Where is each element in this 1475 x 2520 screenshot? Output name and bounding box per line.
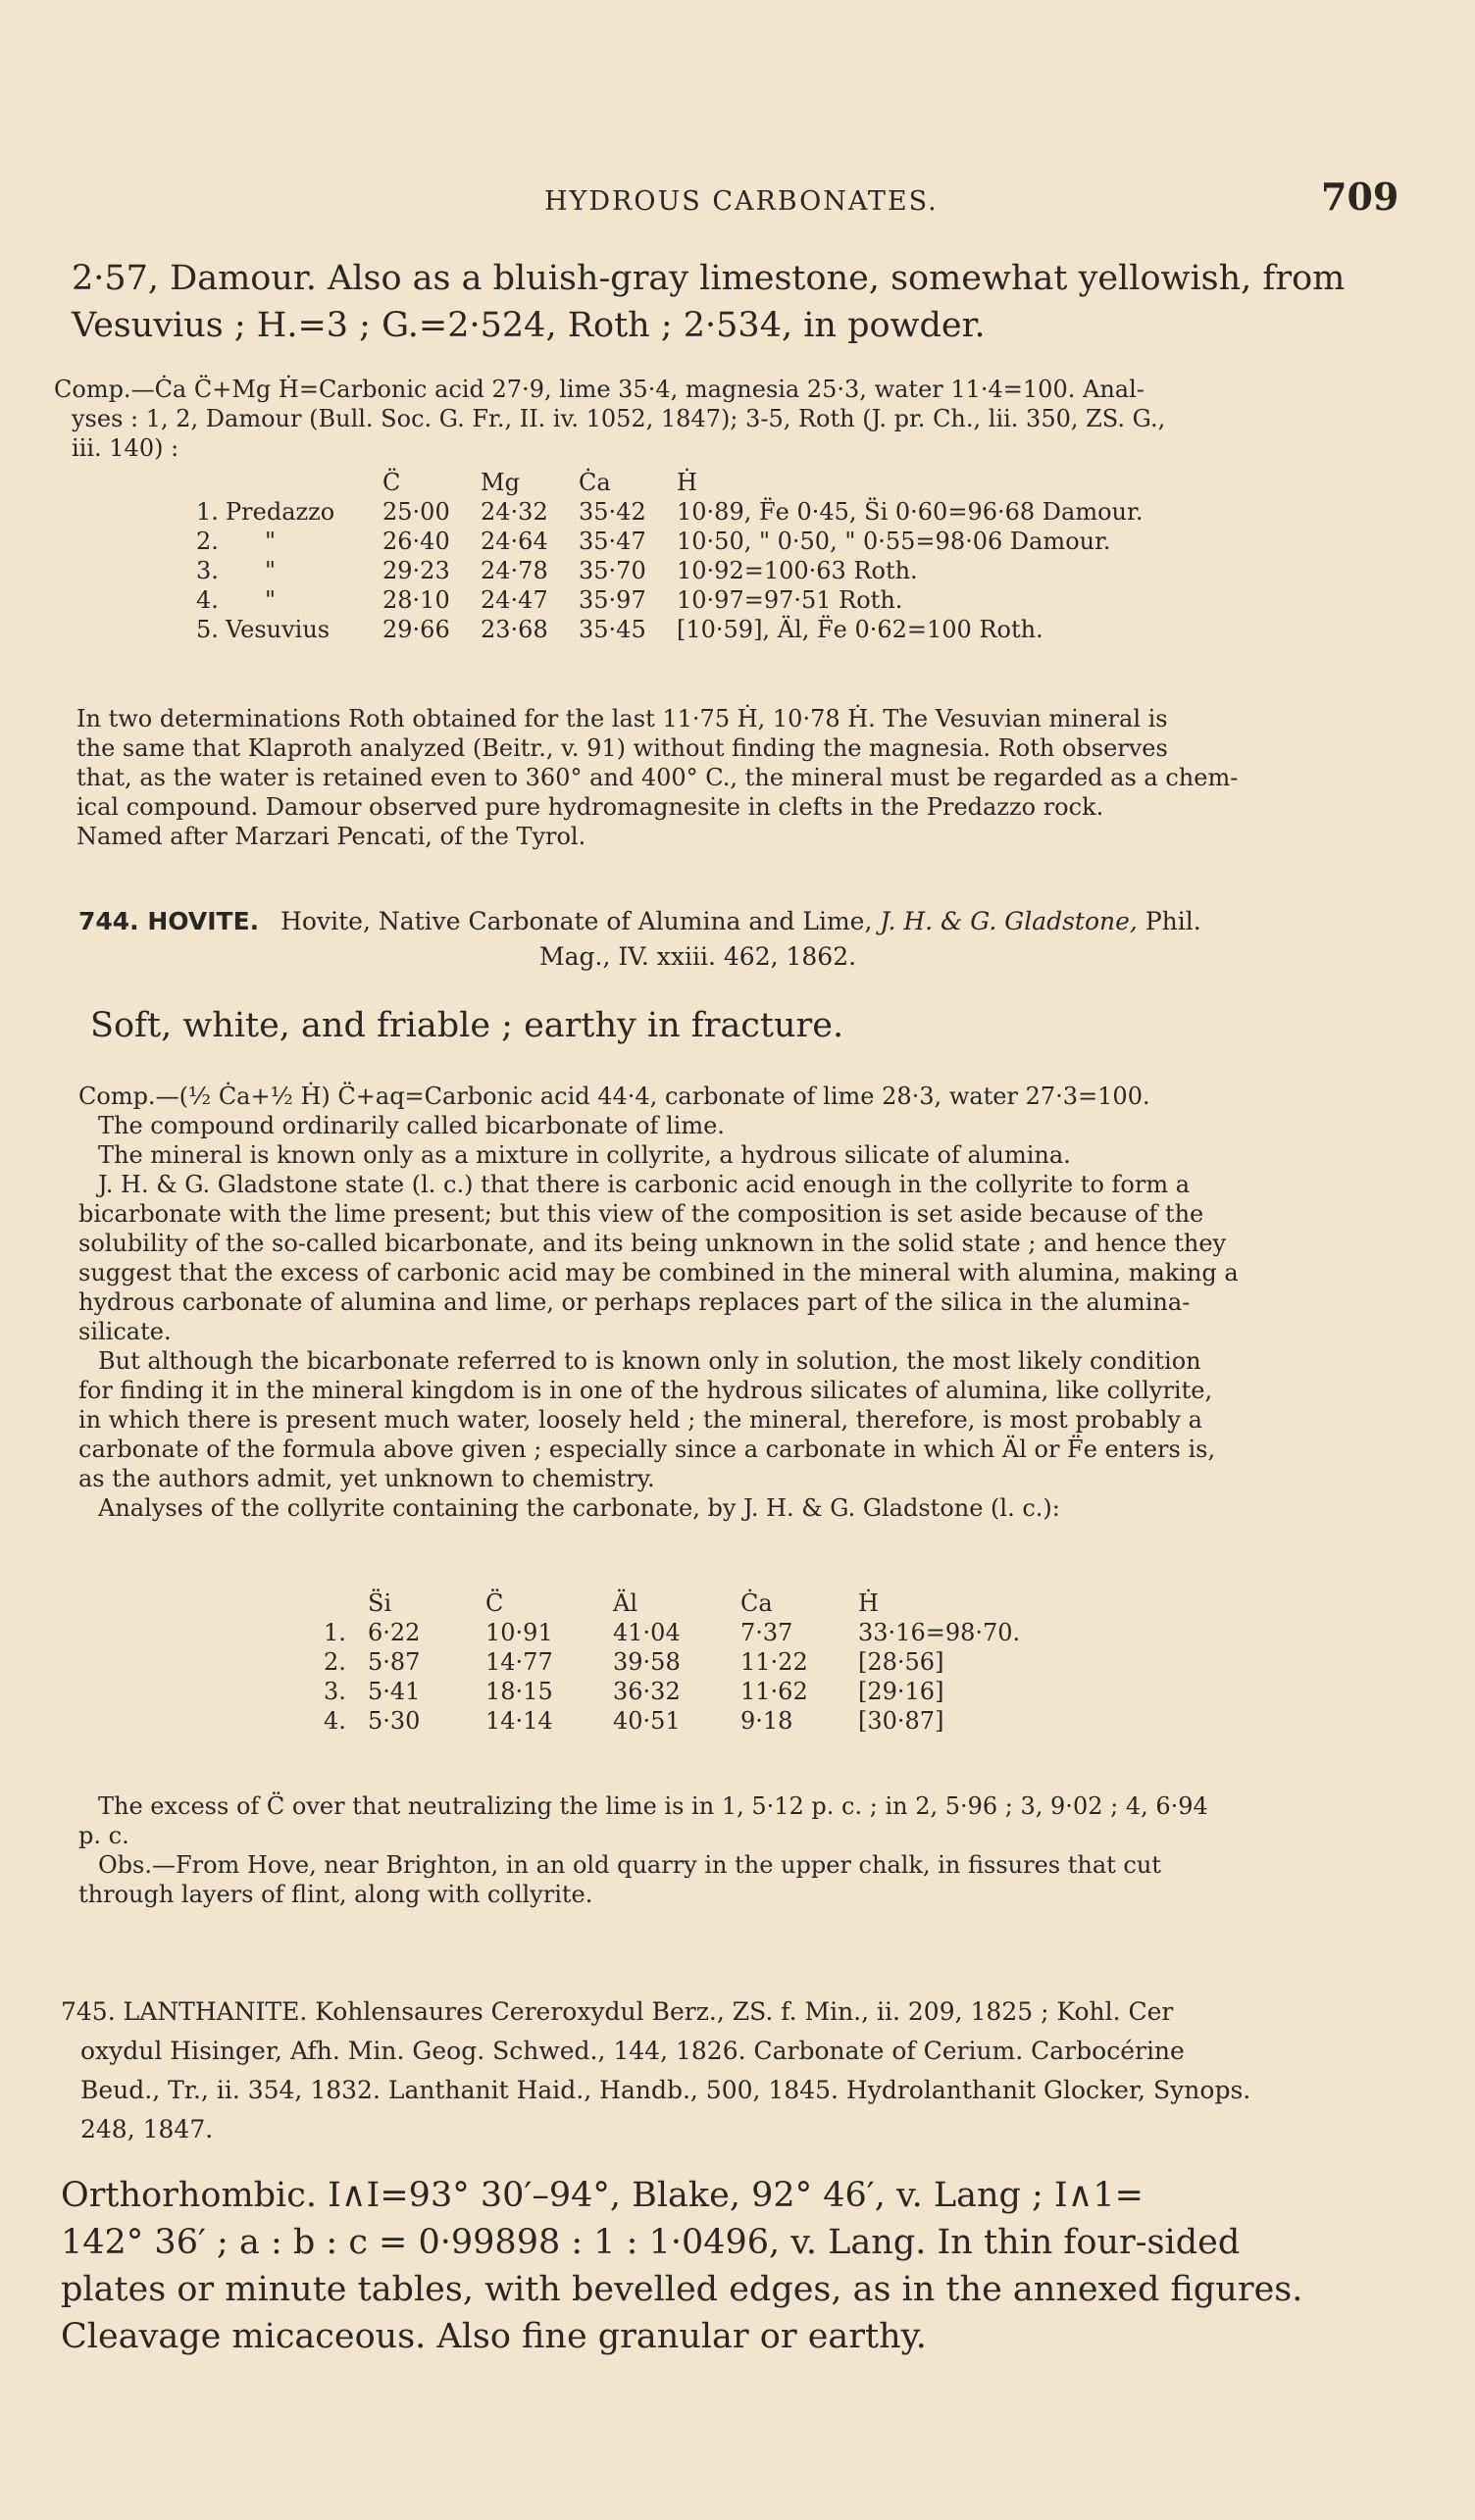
- cell: 41·04: [613, 1619, 681, 1646]
- text-line: In two determinations Roth obtained for the last 11·75 Ḣ, 10·78 Ḣ. The Vesuvian mineral is: [76, 705, 1168, 732]
- cell: 1.: [324, 1619, 346, 1646]
- column-header: Ċa: [740, 1589, 773, 1617]
- cell: ": [265, 528, 277, 555]
- column-header: Ḣ: [677, 469, 697, 496]
- text-line: that, as the water is retained even to 360° and 400° C., the mineral must be regarded as a chem-: [76, 764, 1239, 791]
- column-header: C̈: [382, 469, 401, 496]
- table-header-row: [196, 468, 1143, 497]
- composition-line: yses : 1, 2, Damour (Bull. Soc. G. Fr., II. iv. 1052, 1847); 3-5, Roth (J. pr. Ch., lii. 350, ZS. G.,: [72, 405, 1166, 432]
- cell: 29·23: [382, 557, 450, 584]
- cell: 10·89, F̈e 0·45, S̈i 0·60=96·68 Damour.: [677, 498, 1144, 526]
- cell: 40·51: [613, 1707, 681, 1735]
- cell: [10·59], Äl, F̈e 0·62=100 Roth.: [677, 616, 1043, 643]
- text-line: The compound ordinarily called bicarbonate of lime.: [98, 1112, 725, 1139]
- text-line: Orthorhombic. I∧I=93° 30′–94°, Blake, 92° 46′, v. Lang ; I∧1=: [61, 2176, 1144, 2215]
- cell: ": [265, 586, 277, 614]
- text-line: for finding it in the mineral kingdom is in one of the hydrous silicates of alumina, like collyrite,: [78, 1377, 1213, 1404]
- text-line: The excess of C̈ over that neutralizing the lime is in 1, 5·12 p. c. ; in 2, 5·96 ; 3, 9·02 ; 4, 6·94: [98, 1792, 1208, 1820]
- table-row: [196, 497, 1143, 527]
- cell: 10·50, " 0·50, " 0·55=98·06 Damour.: [677, 528, 1111, 555]
- composition-line: iii. 140) :: [72, 434, 179, 462]
- cell: 4.: [196, 586, 219, 614]
- text-line: hydrous carbonate of alumina and lime, or perhaps replaces part of the silica in the alumina-: [78, 1288, 1191, 1316]
- text-line: 745. LANTHANITE. Kohlensaures Cereroxydul Berz., ZS. f. Min., ii. 209, 1825 ; Kohl. Cer: [61, 1997, 1174, 2026]
- cell: [30·87]: [858, 1707, 944, 1735]
- cell: 5·30: [368, 1707, 421, 1735]
- text-line: J. H. & G. Gladstone state (l. c.) that there is carbonic acid enough in the collyrite to form a: [98, 1171, 1191, 1198]
- text-line: through layers of flint, along with collyrite.: [78, 1881, 593, 1908]
- cell: 11·62: [740, 1678, 808, 1705]
- cell: 35·47: [579, 528, 646, 555]
- citation-text: Mag., IV. xxiii. 462, 1862.: [539, 942, 857, 971]
- text-line: Comp.—(½ Ċa+½ Ḣ) C̈+aq=Carbonic acid 44·4, carbonate of lime 28·3, water 27·3=100.: [78, 1083, 1150, 1110]
- cell: 10·92=100·63 Roth.: [677, 557, 918, 584]
- text-line: as the authors admit, yet unknown to chemistry.: [78, 1465, 655, 1492]
- cell: 24·64: [481, 528, 548, 555]
- text-line: oxydul Hisinger, Afh. Min. Geog. Schwed., 144, 1826. Carbonate of Cerium. Carbocérine: [80, 2037, 1185, 2065]
- table-row: [196, 615, 1143, 644]
- cell: 5·87: [368, 1648, 421, 1676]
- cell: [28·56]: [858, 1648, 944, 1676]
- cell: 7·37: [740, 1619, 793, 1646]
- cell: 35·97: [579, 586, 646, 614]
- cell: 24·47: [481, 586, 548, 614]
- cell: 33·16=98·70.: [858, 1619, 1021, 1646]
- intro-line: Vesuvius ; H.=3 ; G.=2·524, Roth ; 2·534, in powder.: [72, 306, 986, 345]
- remarks-paragraph: [76, 704, 1430, 851]
- lanthanite-description: [61, 2172, 1424, 2360]
- cell: 4.: [324, 1707, 346, 1735]
- text-line: p. c.: [78, 1822, 129, 1849]
- lanthanite-heading: [61, 1992, 1424, 2149]
- cell: 3.: [324, 1678, 346, 1705]
- cell: ": [265, 557, 277, 584]
- column-header: Äl: [613, 1589, 638, 1617]
- column-header: S̈i: [368, 1589, 392, 1617]
- text-line: But although the bicarbonate referred to is known only in solution, the most likely condition: [98, 1347, 1201, 1375]
- running-header: HYDROUS CARBONATES.: [544, 186, 939, 217]
- table-row: [196, 585, 1143, 615]
- citation-text: Phil.: [1144, 907, 1201, 935]
- text-line: suggest that the excess of carbonic acid may be combined in the mineral with alumina, making a: [78, 1259, 1239, 1286]
- composition-line: Comp.—Ċa C̈+Mg Ḣ=Carbonic acid 27·9, lime 35·4, magnesia 25·3, water 11·4=100. Anal-: [54, 376, 1144, 403]
- intro-paragraph: [72, 255, 1425, 349]
- column-header: Mg: [481, 469, 520, 496]
- cell: 24·78: [481, 557, 548, 584]
- composition-block: [54, 375, 1427, 463]
- cell: 2.: [196, 528, 219, 555]
- text-line: The mineral is known only as a mixture in collyrite, a hydrous silicate of alumina.: [98, 1141, 1071, 1169]
- cell: 5.: [196, 616, 219, 643]
- text-line: silicate.: [78, 1318, 172, 1345]
- cell: 26·40: [382, 528, 450, 555]
- cell: 29·66: [382, 616, 450, 643]
- cell: 10·97=97·51 Roth.: [677, 586, 903, 614]
- table-row: [196, 556, 1143, 585]
- species-number-title: 744. HOVITE.: [78, 907, 260, 935]
- analysis-table-1: [196, 468, 1143, 644]
- hovite-composition: [78, 1082, 1432, 1523]
- column-header: C̈: [485, 1589, 504, 1617]
- cell: 2.: [324, 1648, 346, 1676]
- table-row: [324, 1647, 1020, 1677]
- text-line: Beud., Tr., ii. 354, 1832. Lanthanit Haid., Handb., 500, 1845. Hydrolanthanit Glocker, Synops.: [80, 2076, 1251, 2104]
- table-row: [324, 1706, 1020, 1736]
- cell: [29·16]: [858, 1678, 944, 1705]
- cell: 35·42: [579, 498, 646, 526]
- table-row: [196, 527, 1143, 556]
- cell: 14·14: [485, 1707, 553, 1735]
- table-row: [324, 1677, 1020, 1706]
- cell: 3.: [196, 557, 219, 584]
- cell: 9·18: [740, 1707, 793, 1735]
- cell: 18·15: [485, 1678, 553, 1705]
- text-line: 142° 36′ ; a : b : c = 0·99898 : 1 : 1·0496, v. Lang. In thin four-sided: [61, 2223, 1241, 2262]
- text-line: in which there is present much water, loosely held ; the mineral, therefore, is most probably a: [78, 1406, 1202, 1434]
- text-line: Named after Marzari Pencati, of the Tyrol.: [76, 823, 586, 850]
- cell: 35·45: [579, 616, 646, 643]
- cell: 24·32: [481, 498, 548, 526]
- text-line: carbonate of the formula above given ; especially since a carbonate in which Äl or F̈e enters is,: [78, 1436, 1216, 1463]
- cell: 36·32: [613, 1678, 681, 1705]
- cell: 11·22: [740, 1648, 808, 1676]
- text-line: ical compound. Damour observed pure hydromagnesite in clefts in the Predazzo rock.: [76, 793, 1104, 821]
- analysis-table-2: [324, 1588, 1020, 1736]
- cell: 5·41: [368, 1678, 421, 1705]
- text-line: plates or minute tables, with bevelled edges, as in the annexed figures.: [61, 2270, 1303, 2309]
- author-citation: J. H. & G. Gladstone,: [880, 907, 1138, 935]
- text-line: 248, 1847.: [80, 2115, 214, 2143]
- cell: 25·00: [382, 498, 450, 526]
- cell: 35·70: [579, 557, 646, 584]
- cell: 23·68: [481, 616, 548, 643]
- column-header: Ċa: [579, 469, 611, 496]
- text-line: the same that Klaproth analyzed (Beitr., v. 91) without finding the magnesia. Roth observes: [76, 734, 1168, 762]
- cell: 10·91: [485, 1619, 553, 1646]
- text-line: Cleavage micaceous. Also fine granular or earthy.: [61, 2317, 927, 2356]
- text-line: bicarbonate with the lime present; but this view of the composition is set aside because of the: [78, 1200, 1204, 1228]
- table-header-row: [324, 1588, 1020, 1618]
- cell: 14·77: [485, 1648, 553, 1676]
- hovite-observations: [78, 1791, 1432, 1909]
- text-line: solubility of the so-called bicarbonate, and its being unknown in the solid state ; and hence they: [78, 1230, 1227, 1257]
- page-number: 709: [1321, 175, 1399, 219]
- cell: 1.: [196, 498, 219, 526]
- hovite-description: Soft, white, and friable ; earthy in fracture.: [90, 1006, 844, 1045]
- table-row: [324, 1618, 1020, 1647]
- cell: 6·22: [368, 1619, 421, 1646]
- text-line: Analyses of the collyrite containing the carbonate, by J. H. & G. Gladstone (l. c.):: [98, 1494, 1060, 1522]
- column-header: Ḣ: [858, 1589, 879, 1617]
- cell: 28·10: [382, 586, 450, 614]
- hovite-heading: [78, 904, 1432, 975]
- text-line: Obs.—From Hove, near Brighton, in an old quarry in the upper chalk, in fissures that cut: [98, 1851, 1161, 1879]
- intro-line: 2·57, Damour. Also as a bluish-gray limestone, somewhat yellowish, from: [72, 259, 1346, 298]
- cell: Vesuvius: [226, 616, 331, 643]
- cell: 39·58: [613, 1648, 681, 1676]
- synonym-text: Hovite, Native Carbonate of Alumina and Lime,: [280, 907, 873, 935]
- cell: Predazzo: [226, 498, 335, 526]
